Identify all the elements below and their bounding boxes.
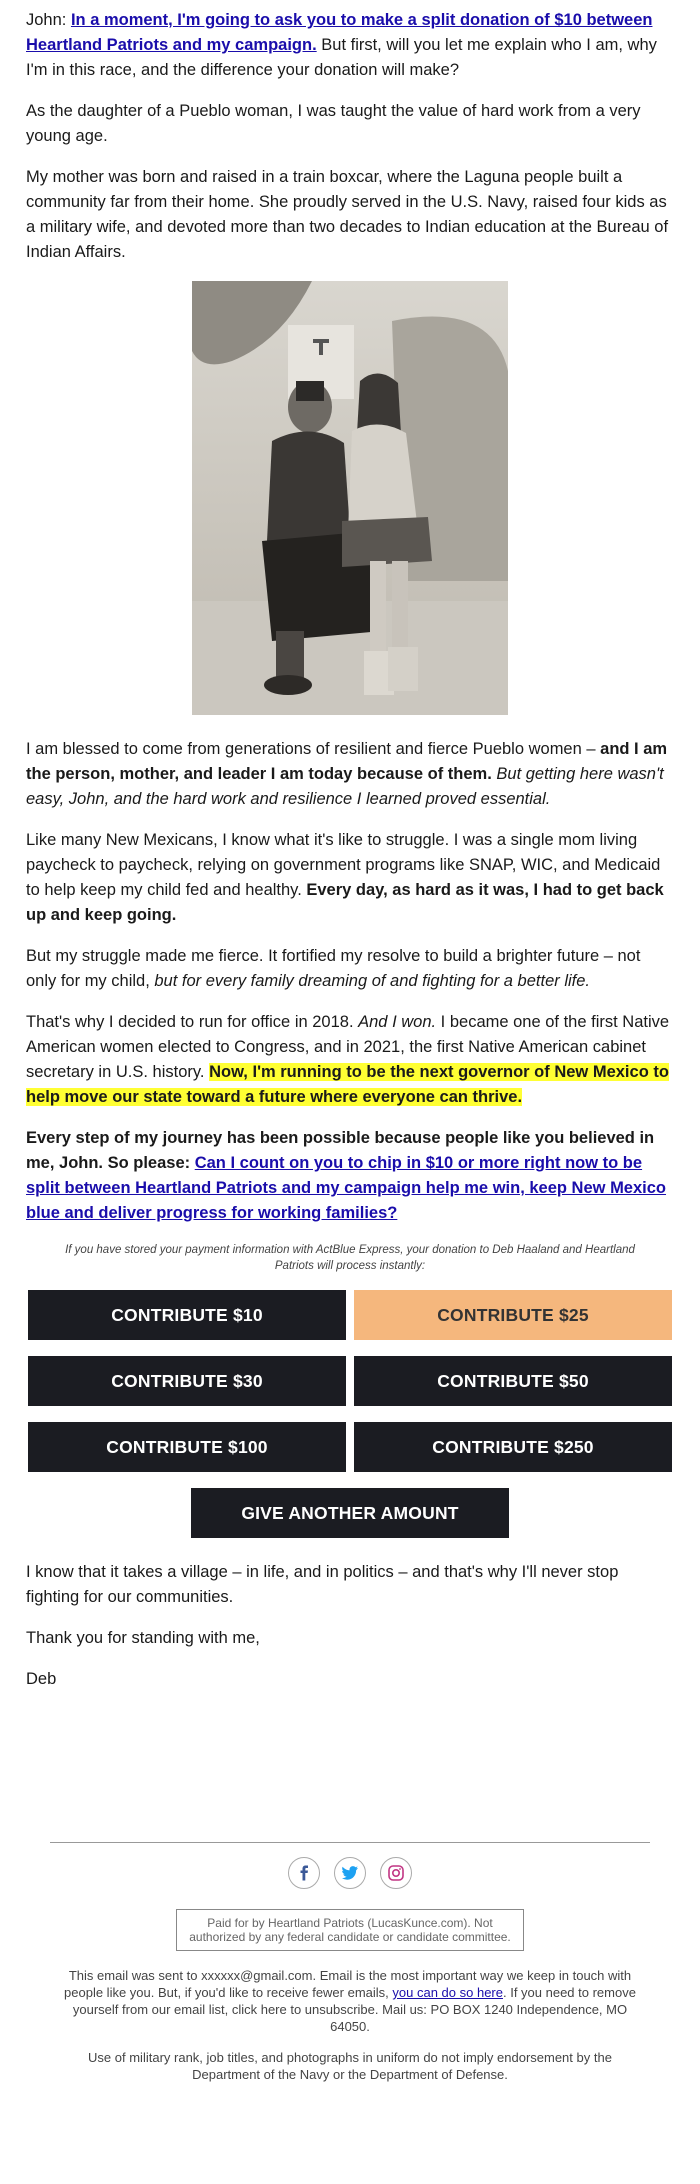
family-photo [192,281,508,715]
intro-lead: John: [26,11,71,29]
paragraph-fierce [26,944,674,994]
contribute-button-grid [26,1290,674,1472]
family-photo-illustration [192,281,508,715]
paragraph-daughter: As the daughter of a Pueblo woman, I was taught the value of hard work from a very young age. [26,102,641,145]
intro-paragraph [26,8,674,83]
paragraph-ask [26,1126,674,1226]
paragraph-struggle [26,828,674,928]
p3-text: I am blessed to come from generations of resilient and fierce Pueblo women – [26,740,601,758]
footer-divider [50,1842,650,1843]
give-another-amount-button[interactable]: GIVE ANOTHER AMOUNT [191,1488,509,1538]
p6-italic: And I won. [358,1013,437,1031]
military-disclaimer: Use of military rank, job titles, and photographs in uniform do not imply endorsement by the Department of the Navy or the Department of Defense. [88,2050,612,2082]
social-links [26,1857,674,1889]
paragraph-run-for-office [26,1010,674,1110]
p3-italic: But getting here wasn't easy, John, and the hard work and resilience I learned proved essential. [26,765,664,808]
intro-rest: But first, will you let me explain who I am, why I'm in this race, and the difference your donation will make? [26,36,657,79]
paragraph-pueblo-women [26,737,674,812]
p7-bold: Every step of my journey has been possible because people like you believed in me, John. So please: [26,1129,655,1172]
contribute-10-button[interactable]: CONTRIBUTE $10 [28,1290,346,1340]
footer-sent-c: . If you need to remove yourself from our email list, click here to unsubscribe. Mail us: PO BOX 1240 Independence, MO 64050. [72,1985,636,2034]
p3-bold: and I am the person, mother, and leader I am today because of them. [26,740,668,783]
footer-sent-b: . Email is the most important way we keep in touch with people like you. But, if you'd like to receive fewer emails, [64,1968,632,2000]
paid-for-box: Paid for by Heartland Patriots (LucasKunce.com). Not authorized by any federal candidate or candidate committee. [176,1909,524,1951]
contribute-50-button[interactable]: CONTRIBUTE $50 [354,1356,672,1406]
actblue-express-note: If you have stored your payment information with ActBlue Express, your donation to Deb Haaland and Heartland Patriots will process instantly: [65,1244,635,1272]
contribute-25-button[interactable]: CONTRIBUTE $25 [354,1290,672,1340]
contribute-250-button[interactable]: CONTRIBUTE $250 [354,1422,672,1472]
recipient-email: xxxxxx@gmail.com [201,1968,313,1983]
p6-highlight: Now, I'm running to be the next governor of New Mexico to help move our state toward a future where everyone can thrive. [26,1063,669,1106]
p4-bold: Every day, as hard as it was, I had to get back up and keep going. [26,881,664,924]
instagram-icon[interactable] [380,1857,412,1889]
facebook-icon[interactable] [288,1857,320,1889]
intro-donation-link[interactable]: In a moment, I'm going to ask you to make a split donation of $10 between Heartland Patriots and my campaign. [26,11,653,54]
p5-text: But my struggle made me fierce. It fortified my resolve to build a brighter future – not only for my child, [26,947,641,990]
photo-container [26,281,674,715]
paragraph-mother: My mother was born and raised in a train boxcar, where the Laguna people built a community far from their home. She proudly served in the U.S. Navy, raised four kids as a military wife, and devoted more than two decades to Indian education at the Bureau of Indian Affairs. [26,168,669,261]
p4-text: Like many New Mexicans, I know what it's like to struggle. I was a single mom living paycheck to paycheck, relying on government programs like SNAP, WIC, and Medicaid to help keep my child fed and healthy. [26,831,661,899]
chip-in-link[interactable]: Can I count on you to chip in $10 or more right now to be split between Heartland Patriots and my campaign help me win, keep New Mexico blue and deliver progress for working families? [26,1154,667,1222]
contribute-100-button[interactable]: CONTRIBUTE $100 [28,1422,346,1472]
footer-sent-a: This email was sent to [68,1968,202,1983]
signature: Deb [26,1670,57,1688]
p5-italic: but for every family dreaming of and fighting for a better life. [154,972,591,990]
footer-email-notice [56,1967,644,2035]
contribute-30-button[interactable]: CONTRIBUTE $30 [28,1356,346,1406]
paragraph-village: I know that it takes a village – in life, and in politics – and that's why I'll never stop fighting for our communities. [26,1563,619,1606]
p6-text-2: I became one of the first Native American women elected to Congress, and in 2021, the first Native American cabinet secretary in U.S. history. [26,1013,670,1081]
twitter-icon[interactable] [334,1857,366,1889]
fewer-emails-link[interactable]: you can do so here [392,1985,503,2000]
paragraph-thanks: Thank you for standing with me, [26,1629,260,1647]
p6-text: That's why I decided to run for office in 2018. [26,1013,359,1031]
